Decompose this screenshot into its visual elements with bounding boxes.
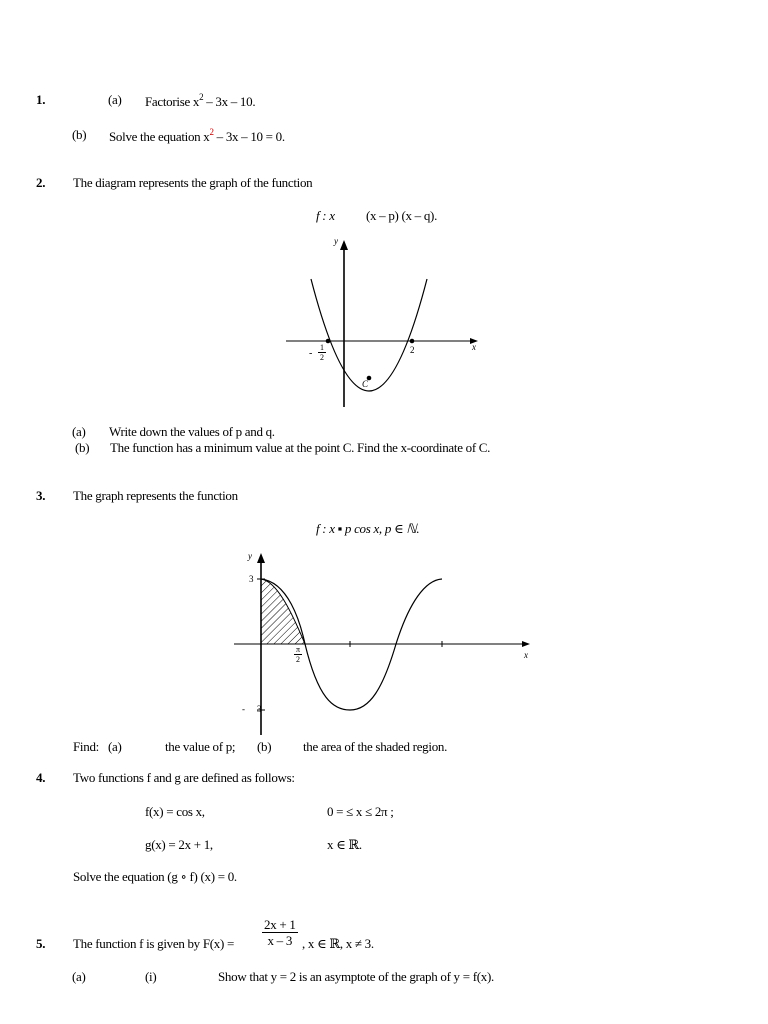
q3-y-max-label: 3 <box>249 574 254 584</box>
q3-part-a-label: (a) <box>108 739 122 754</box>
q3-cosine-graph <box>228 548 538 738</box>
q2-part-b-text: The function has a minimum value at the point C. Find the x-coordinate of C. <box>110 440 491 455</box>
question-number-4: 4. <box>36 770 46 785</box>
q3-y-min-minus: - <box>242 704 245 714</box>
q2-left-root-num: 1 <box>320 343 324 352</box>
q2-part-b-label: (b) <box>75 440 90 455</box>
q3-part-a-text: the value of p; <box>165 739 236 754</box>
q2-min-point-label: C <box>362 379 368 389</box>
q1-b-text-rest: – 3x – 10 = 0. <box>213 129 285 144</box>
q1-part-a-text <box>145 92 255 110</box>
q3-find-label: Find: <box>73 739 99 754</box>
q2-left-root-label <box>318 343 326 362</box>
q3-intro: The graph represents the function <box>73 488 238 503</box>
q5-part-i-text: Show that y = 2 is an asymptote of the graph of y = f(x). <box>218 969 494 984</box>
q2-y-axis-label: y <box>334 236 338 246</box>
q4-g-definition: g(x) = 2x + 1, <box>145 837 213 852</box>
q5-domain: , x ∈ ℝ, x ≠ 3. <box>302 936 374 951</box>
q2-parabola-graph <box>280 235 490 410</box>
q5-fraction-numerator: 2x + 1 <box>264 917 296 932</box>
q1-part-a-label: (a) <box>108 92 122 107</box>
q2-left-root-den: 2 <box>320 353 324 362</box>
q3-function: f : x ▪ p cos x, p ∈ ℕ. <box>316 521 420 536</box>
q4-intro: Two functions f and g are defined as follows: <box>73 770 295 785</box>
q5-intro: The function f is given by F(x) = <box>73 936 234 951</box>
q5-part-i-label: (i) <box>145 969 157 984</box>
question-number-3: 3. <box>36 488 46 503</box>
q5-fraction <box>262 917 298 948</box>
q3-part-b-label: (b) <box>257 739 272 754</box>
q5-fraction-denominator: x – 3 <box>267 933 293 948</box>
q4-task: Solve the equation (g ∘ f) (x) = 0. <box>73 869 237 884</box>
question-number-5: 5. <box>36 936 46 951</box>
q1-b-text-main: Solve the equation x <box>109 129 210 144</box>
q3-y-axis-label: y <box>248 551 252 561</box>
q1-a-text-main: Factorise x <box>145 94 200 109</box>
q1-b-exponent: 2 <box>209 127 214 137</box>
q5-part-a-label: (a) <box>72 969 86 984</box>
q2-left-root-minus: - <box>309 348 313 359</box>
q3-y-min-label: 3 <box>257 704 262 714</box>
q2-function-rhs: (x – p) (x – q). <box>366 208 438 223</box>
q2-part-a-text: Write down the values of p and q. <box>109 424 275 439</box>
question-number-1: 1. <box>36 92 46 107</box>
q2-x-axis-label: x <box>472 342 476 352</box>
q1-part-b-label: (b) <box>72 127 87 142</box>
question-number-2: 2. <box>36 175 46 190</box>
q2-right-root-label: 2 <box>410 345 415 355</box>
q3-x-tick-label <box>294 645 302 664</box>
q4-g-domain: x ∈ ℝ. <box>327 837 362 852</box>
q3-part-b-text: the area of the shaded region. <box>303 739 448 754</box>
q3-x-tick-den: 2 <box>296 655 300 664</box>
q2-part-a-label: (a) <box>72 424 86 439</box>
q1-part-b-text <box>109 127 285 145</box>
q3-x-axis-label: x <box>524 650 528 660</box>
q2-function-lhs: f : x <box>316 208 335 223</box>
q4-f-domain: 0 = ≤ x ≤ 2π ; <box>327 804 394 819</box>
q2-intro: The diagram represents the graph of the function <box>73 175 313 190</box>
q3-x-tick-num: π <box>296 645 300 654</box>
q4-f-definition: f(x) = cos x, <box>145 804 205 819</box>
q1-a-exponent: 2 <box>199 92 204 102</box>
q1-a-text-rest: – 3x – 10. <box>203 94 256 109</box>
